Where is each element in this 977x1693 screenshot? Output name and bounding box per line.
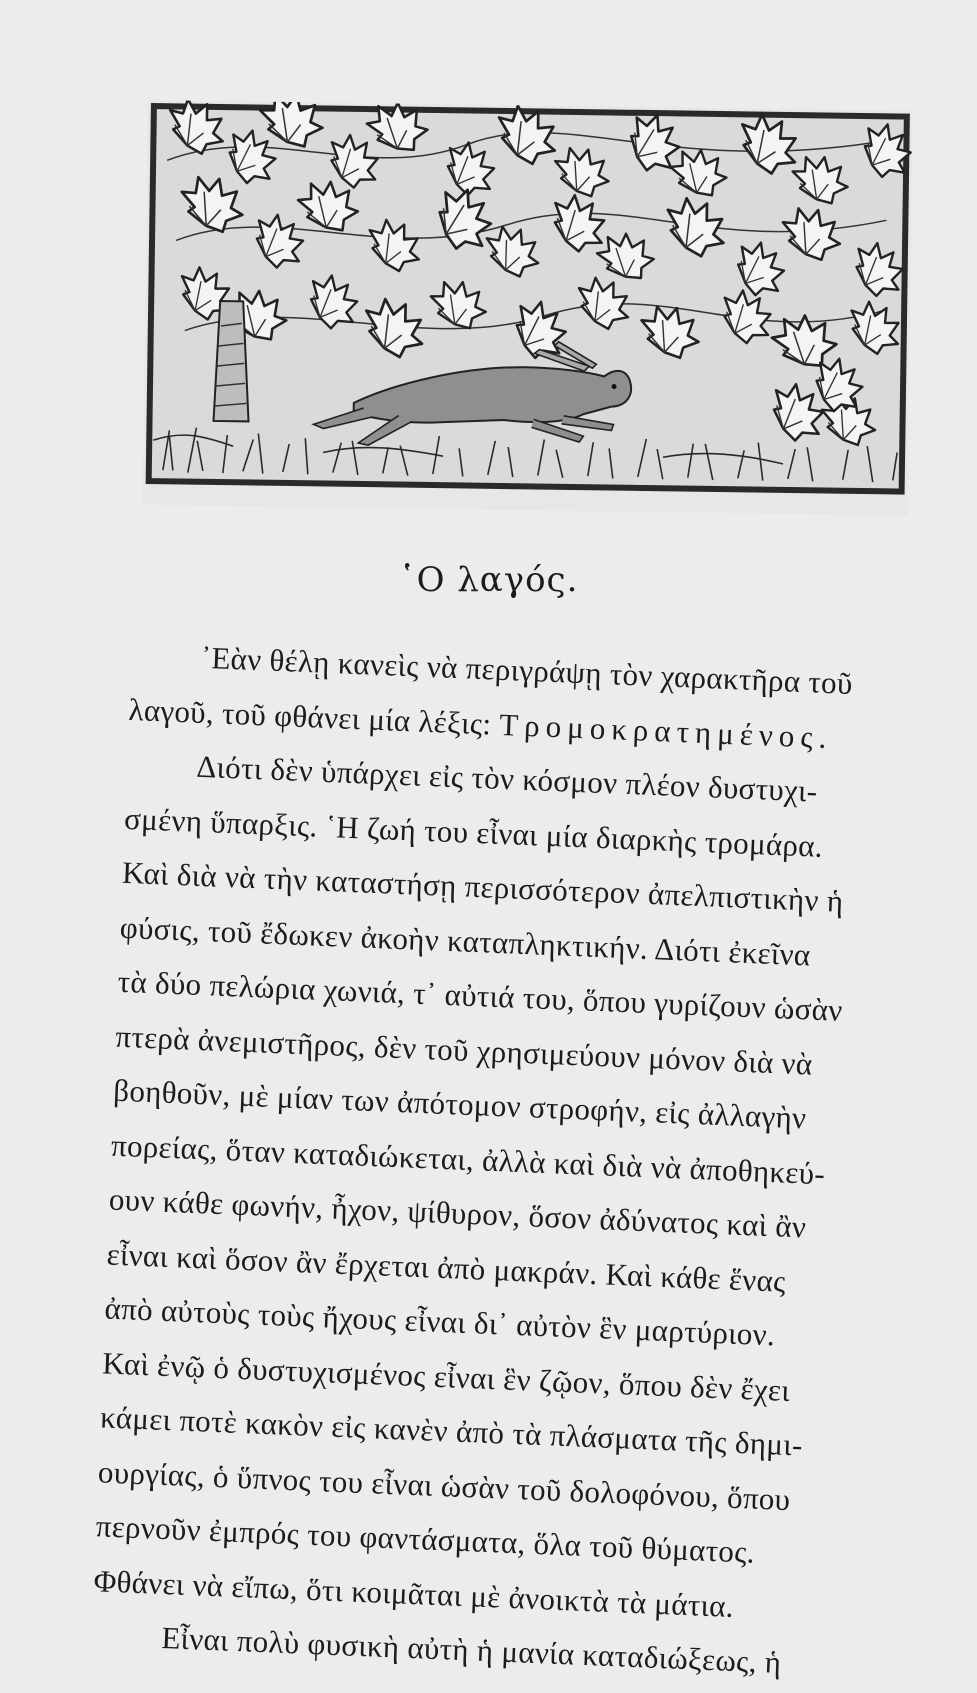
text-line: βοηθοῦν, μὲ μίαν των ἀπότομον στροφήν, εἰς ἀλλαγὴν — [112, 1072, 808, 1136]
text-line: φύσις, τοῦ ἔδωκεν ἀκοὴν καταπληκτικήν. Διότι ἐκεῖνα — [119, 909, 812, 972]
text-line: σμένη ὕπαρξις. ῾Η ζωή του εἶναι μία διαρκὴς τρομάρα. — [123, 800, 824, 864]
text-line: ἀπὸ αὐτοὺς τοὺς ἤχους εἶναι δι᾿ αὐτὸν ἓν μαρτύριον. — [103, 1290, 776, 1353]
text-line: Φθάνει νὰ εἴπω, ὅτι κοιμᾶται μὲ ἀνοικτὰ τὰ μάτια. — [93, 1562, 735, 1624]
text-line: εἶναι καὶ ὅσον ἂν ἔρχεται ἀπὸ μακράν. Καὶ κάθε ἕνας — [106, 1236, 787, 1299]
text-line: ουργίας, ὁ ὕπνος του εἶναι ὡσὰν τοῦ δολοφόνου, ὅπου — [97, 1453, 792, 1517]
text-line: Διότι δὲν ὑπάρχει εἰς τὸν κόσμον πλέον δυστυχι- — [195, 748, 819, 809]
text-line: Καὶ ἐνῷ ὁ δυστυχισμένος εἶναι ἓν ζῷον, ὅπου δὲν ἔχει — [101, 1344, 791, 1408]
text-line: ᾿Εὰν θέλῃ κανεὶς νὰ περιγράψῃ τὸν χαρακτῆρα τοῦ — [200, 639, 854, 701]
text-line: κάμει ποτὲ κακὸν εἰς κανὲν ἀπὸ τὰ πλάσματα τῆς δημι- — [99, 1399, 804, 1463]
text-line: Εἶναι πολὺ φυσικὴ αὐτὴ ἡ μανία καταδιώξεως, ἡ — [160, 1620, 783, 1680]
text-line: πορείας, ὅταν καταδιώκεται, ἀλλὰ καὶ διὰ νὰ ἀποθηκεύ- — [110, 1127, 826, 1191]
text-line: πτερὰ ἀνεμιστῆρος, δὲν τοῦ χρησιμεύουν μόνον διὰ νὰ — [114, 1018, 814, 1082]
text-line: ουν κάθε φωνήν, ἦχον, ψίθυρον, ὅσον ἀδύνατος καὶ ἂν — [108, 1181, 807, 1245]
hare-illustration — [142, 100, 913, 516]
body-text — [90, 628, 891, 1693]
text-line: τὰ δύο πελώρια χωνιά, τ᾿ αὐτιά του, ὅπου γυρίζουν ὡσὰν — [117, 963, 844, 1028]
text-line: λαγοῦ, τοῦ φθάνει μία λέξις: Τρομοκρατημένος. — [128, 691, 834, 755]
tree-trunk — [214, 301, 251, 421]
chapter-title: ῾Ο λαγός. — [398, 560, 579, 600]
text-line: περνοῦν ἐμπρός του φαντάσματα, ὅλα τοῦ θύματος. — [95, 1508, 756, 1570]
text-line: Καὶ διὰ νὰ τὴν καταστήσῃ περισσότερον ἀπελπιστικὴν ἡ — [121, 854, 845, 919]
